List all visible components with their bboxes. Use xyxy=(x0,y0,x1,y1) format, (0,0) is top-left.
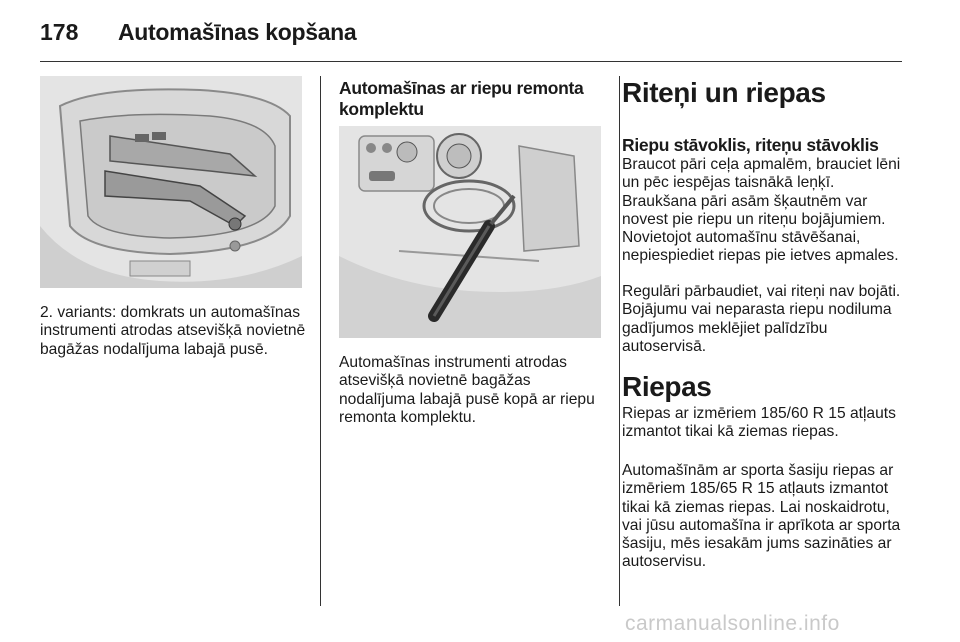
page-header xyxy=(40,12,356,52)
paragraph-regular-check: Regulāri pārbaudiet, vai riteņi nav bojāti. Bojājumu vai neparasta riepu nodiluma gadījumos meklējiet palīdzību autoservisā. xyxy=(622,283,901,355)
watermark: carmanualsonline.info xyxy=(625,612,840,635)
column-divider-right xyxy=(619,76,620,606)
figure-caption-left: 2. variants: domkrats un automašīnas instrumenti atrodas atsevišķā novietnē bagāžas nodalījuma labajā pusē. xyxy=(40,304,306,358)
paragraph-tyre-condition: Braucot pāri ceļa apmalēm, brauciet lēni un pēc iespējas taisnākā leņķī. Braukšana pāri asām šķautnēm var novest pie riepu un riteņu bojājumiem. Novietojot automašīnu stāvēšanai, nepiespiediet riepas pie ietves apmales. xyxy=(622,156,901,265)
page-number: 178 xyxy=(40,18,79,45)
section-title-tyres: Riepas xyxy=(622,371,712,402)
paragraph-winter-tyres: Riepas ar izmēriem 185/60 R 15 atļauts izmantot tikai kā ziemas riepas. xyxy=(622,405,896,441)
subsection-title-tyre-condition: Riepu stāvoklis, riteņu stāvoklis xyxy=(622,135,879,155)
header-rule xyxy=(40,61,902,62)
section-title-wheels-tyres: Riteņi un riepas xyxy=(622,77,826,108)
paragraph-sport-chassis: Automašīnām ar sporta šasiju riepas ar izmēriem 185/65 R 15 atļauts izmantot tikai kā ziemas riepas. Lai noskaidrotu, vai jūsu automašīna ir aprīkota ar sporta šasiju, mēs iesakām jums sazināties ar autoservisu. xyxy=(622,462,901,571)
section-subheading-repair-kit: Automašīnas ar riepu remonta komplektu xyxy=(339,78,584,119)
figure-caption-middle: Automašīnas instrumenti atrodas atsevišķā novietnē bagāžas nodalījuma labajā pusē kopā ar riepu remonta komplektu. xyxy=(339,354,595,426)
car-trunk-tools-icon xyxy=(40,76,302,288)
column-divider-left xyxy=(320,76,321,606)
chapter-title: Automašīnas kopšana xyxy=(118,18,357,45)
tyre-repair-kit-icon xyxy=(339,126,601,338)
